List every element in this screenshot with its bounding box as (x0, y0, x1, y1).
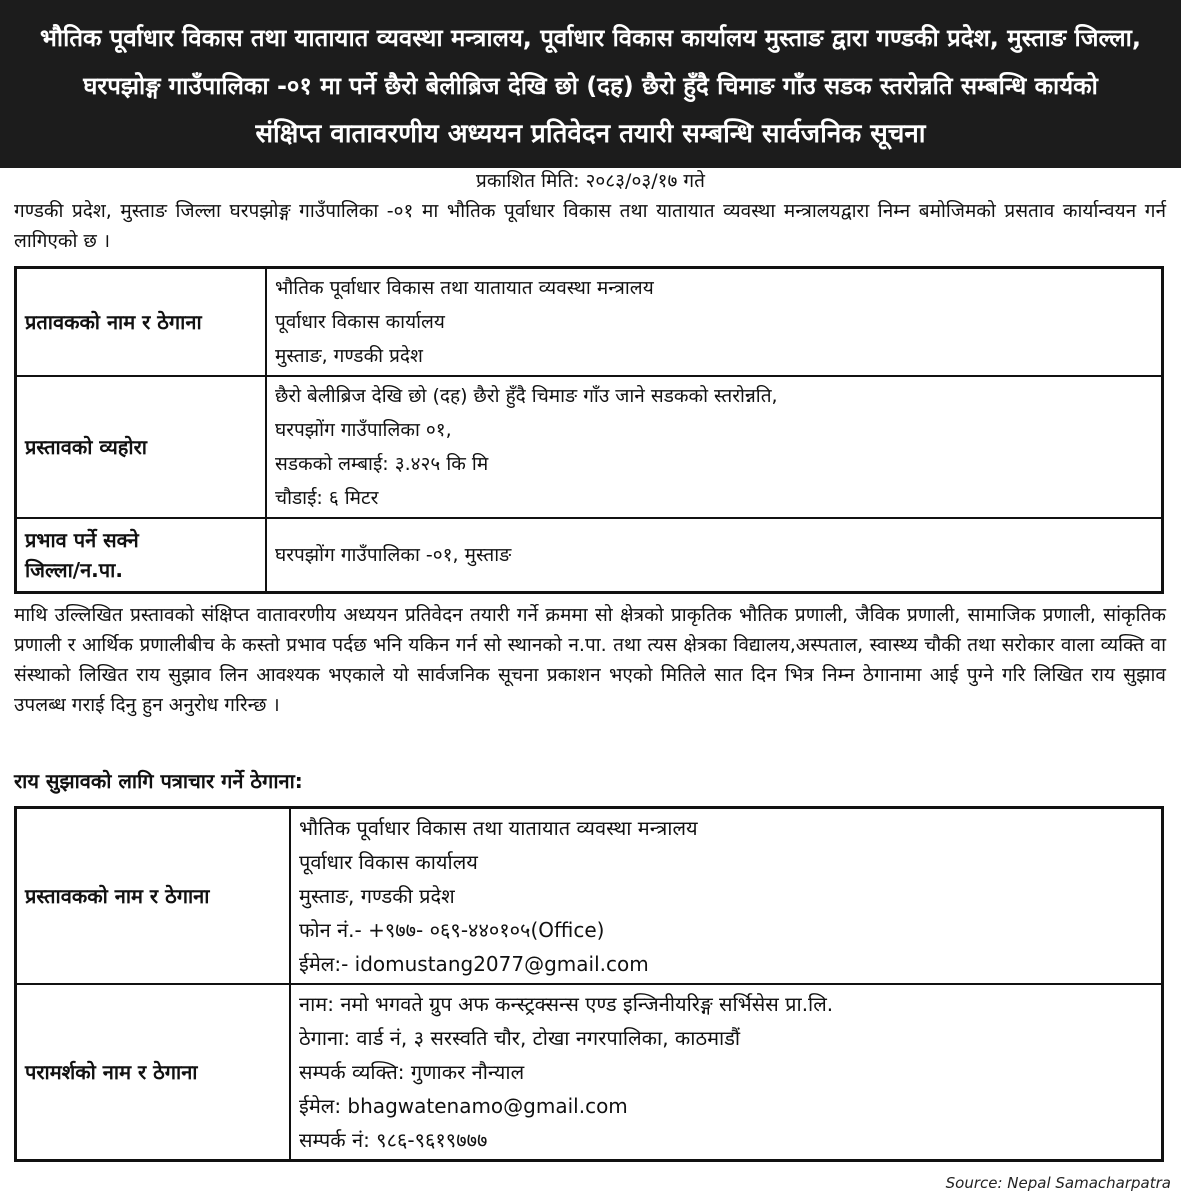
proposal-details-value (266, 376, 1163, 518)
value-line: मुस्ताङ, गण्डकी प्रदेश (275, 345, 423, 367)
value-line: मुस्ताङ, गण्डकी प्रदेश (299, 884, 455, 908)
proposer-value (266, 268, 1163, 377)
value-line: पूर्वाधार विकास कार्यालय (275, 311, 445, 333)
affected-area-label (16, 518, 267, 592)
value-line: पूर्वाधार विकास कार्यालय (299, 850, 478, 874)
header-line-3: संक्षिप्त वातावरणीय अध्ययन प्रतिवेदन तयारी सम्बन्धि सार्वजनिक सूचना (255, 119, 926, 149)
table-row (16, 808, 1163, 985)
value-line: ठेगाना: वार्ड नं, ३ सरस्वति चौर, टोखा नगरपालिका, काठमाडौं (299, 1026, 741, 1050)
table-row (16, 268, 1163, 377)
value-line: छैरो बेलीब्रिज देखि छो (दह) छैरो हुँदै चिमाङ गाँउ जाने सडकको स्तरोन्नति, (275, 385, 778, 407)
table-row (16, 376, 1163, 518)
intro-paragraph: गण्डकी प्रदेश, मुस्ताङ जिल्ला घरपझोङ्ग गाउँपालिका -०१ मा भौतिक पूर्वाधार विकास तथा यातायात व्यवस्था मन्त्रालयद्वारा निम्न बमोजिमको प्रसताव कार्यान्वयन गर्न लागिएको छ । (14, 200, 1166, 252)
value-line: घरपझोंग गाउँपालिका -०१, मुस्ताङ (275, 543, 512, 566)
contact-table (14, 806, 1164, 1162)
phone-line: सम्पर्क नं: ९८६-९६१९७७७ (299, 1128, 488, 1152)
proposal-table (14, 266, 1164, 594)
proposer-label: प्रतावकको नाम र ठेगाना (16, 268, 267, 377)
value-line: घरपझोंग गाउँपालिका ०१, (275, 419, 452, 441)
value-line: सम्पर्क व्यक्ति: गुणाकर नौन्याल (299, 1060, 525, 1084)
label-line: जिल्ला/न.पा. (25, 557, 123, 582)
value-line: चौडाई: ६ मिटर (275, 487, 379, 509)
proposer-contact-value (290, 808, 1163, 985)
value-line: सडकको लम्बाई: ३.४२५ कि मि (275, 453, 489, 475)
source-credit: Source: Nepal Samacharpatra (945, 1174, 1171, 1192)
email-line: ईमेल: bhagwatenamo@gmail.com (299, 1094, 628, 1118)
table-row (16, 518, 1163, 592)
value-line: नाम: नमो भगवते ग्रुप अफ कन्स्ट्रक्सन्स एण्ड इन्जिनीयरिङ्ग सर्भिसेस प्रा.लि. (299, 992, 834, 1016)
table-row (16, 984, 1163, 1161)
consultant-value (290, 984, 1163, 1161)
label-line: प्रभाव पर्ने सक्ने (25, 527, 139, 552)
consultant-label: परामर्शको नाम र ठेगाना (16, 984, 291, 1161)
contact-heading: राय सुझावको लागि पत्राचार गर्ने ठेगाना: (14, 769, 303, 793)
proposer-contact-label: प्रस्तावकको नाम र ठेगाना (16, 808, 291, 985)
header-line-2: घरपझोङ्ग गाउँपालिका -०१ मा पर्ने छैरो बेलीब्रिज देखि छो (दह) छैरो हुँदै चिमाङ गाँउ सडक स्तरोन्नति सम्बन्धि कार्यको (83, 72, 1098, 100)
phone-line: फोन नं.- +९७७- ०६९-४४०१०५(Office) (299, 918, 605, 942)
proposal-details-label: प्रस्तावको व्यहोरा (16, 376, 267, 518)
notice-header (0, 0, 1181, 168)
header-line-1: भौतिक पूर्वाधार विकास तथा यातायात व्यवस्था मन्त्रालय, पूर्वाधार विकास कार्यालय मुस्ताङ द्वारा गण्डकी प्रदेश, मुस्ताङ जिल्ला, (40, 24, 1141, 52)
body-paragraph: माथि उल्लिखित प्रस्तावको संक्षिप्त वातावरणीय अध्ययन प्रतिवेदन तयारी गर्ने क्रममा सो क्षेत्रको प्राकृतिक भौतिक प्रणाली, जैविक प्रणाली, सामाजिक प्रणाली, सांकृतिक प्रणाली र आर्थिक प्रणालीबीच के कस्तो प्रभाव पर्दछ भनि यकिन गर्न सो स्थानको न.पा. तथा त्यस क्षेत्रका विद्यालय,अस्पताल, स्वास्थ्य चौकी तथा सरोकार वाला व्यक्ति वा संस्थाको लिखित राय सुझाव लिन आवश्यक भएकाले यो सार्वजनिक सूचना प्रकाशन भएको मितिले सात दिन भित्र निम्न ठेगानामा आई पुग्ने गरि लिखित राय सुझाव उपलब्ध गराई दिनु हुन अनुरोध गरिन्छ । (14, 604, 1166, 716)
value-line: भौतिक पूर्वाधार विकास तथा यातायात व्यवस्था मन्त्रालय (299, 816, 698, 840)
affected-area-value (266, 518, 1163, 592)
email-line: ईमेल:- idomustang2077@gmail.com (299, 952, 649, 976)
value-line: भौतिक पूर्वाधार विकास तथा यातायात व्यवस्था मन्त्रालय (275, 277, 654, 299)
publication-date: प्रकाशित मिति: २०८३/०३/१७ गते (476, 170, 705, 192)
